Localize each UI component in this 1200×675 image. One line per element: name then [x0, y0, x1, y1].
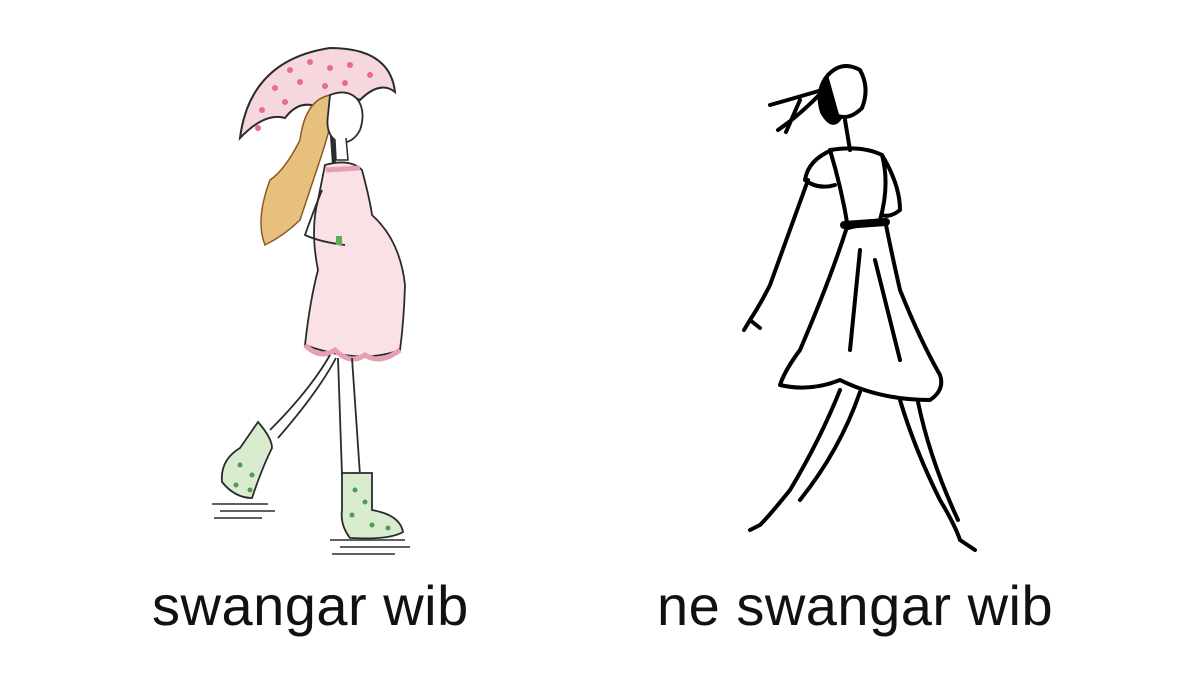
hair	[820, 75, 840, 123]
arm	[744, 180, 808, 330]
walking-woman-illustration	[600, 20, 1200, 565]
dress	[305, 162, 405, 356]
caption-not-pregnant: ne swangar wib	[657, 574, 1054, 637]
panel-not-pregnant	[600, 0, 1200, 675]
scarf	[770, 90, 822, 132]
left-boot	[222, 422, 272, 498]
caption-pregnant: swangar wib	[152, 574, 469, 637]
right-boot	[342, 473, 403, 538]
head	[327, 92, 362, 142]
waist	[844, 222, 886, 225]
torso	[830, 148, 886, 228]
back-leg	[270, 355, 330, 430]
front-leg	[338, 358, 342, 475]
pregnant-woman-illustration	[0, 20, 600, 565]
